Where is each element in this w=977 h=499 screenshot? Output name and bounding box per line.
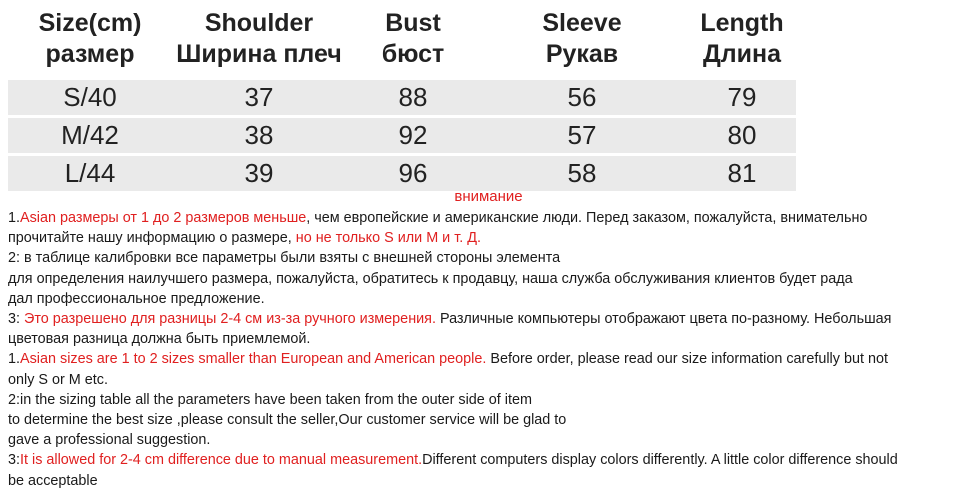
cell-bust: 88 [398,82,428,112]
cell-length: 81 [727,158,757,188]
cell-length: 80 [727,120,757,150]
header-size [8,8,172,70]
note-line [8,309,974,329]
cell-shoulder: 37 [244,82,274,112]
header-length [648,8,836,70]
note-line [8,450,974,470]
note-text: 2: в таблице калибровки все параметры были взяты с внешней стороны элемента [8,250,561,267]
cell-sleeve: 57 [567,120,597,150]
note-text: цветовая разница должна быть приемлемой. [8,331,311,348]
cell-size: L/44 [64,158,116,188]
note-line [8,329,974,349]
note-line [8,289,974,309]
note-line [8,471,974,491]
header-sleeve-ru: Рукав [545,40,619,68]
note-line [8,349,974,369]
note-text: Before order, please read our size information carefully but not [486,351,888,368]
cell-bust: 92 [398,120,428,150]
note-line [8,430,974,450]
size-chart-table [8,0,796,188]
note-line [8,228,974,248]
cell-size: M/42 [61,120,119,150]
header-size-en: Size(cm) [38,9,142,37]
note-text: be acceptable [8,472,98,489]
note-text: 1. [8,210,21,226]
note-text: to determine the best size ,please consult the seller,Our customer service will be glad to [8,412,567,429]
header-shoulder-en: Shoulder [204,9,314,37]
note-text: , чем европейские и американские люди. Перед заказом, пожалуйста, внимательно [306,210,868,226]
note-text: для определения наилучшего размера, пожалуйста, обратитесь к продавцу, наша служба обслуживания клиентов будет рада [8,270,853,287]
cell-bust: 96 [398,158,428,188]
header-bust-en: Bust [385,9,441,37]
note-text: Different computers display colors differently. A little color difference should [422,452,898,469]
cell-sleeve: 58 [567,158,597,188]
note-text: 3: [8,452,21,469]
attention-title: внимание [454,188,523,205]
table-row [8,118,796,153]
header-size-ru: размер [45,40,135,68]
note-highlight: Это разрешено для разницы 2-4 см из-за ручного измерения. [24,311,436,328]
table-header-row [8,0,796,78]
size-notes [8,208,974,491]
note-line [8,410,974,430]
cell-shoulder: 39 [244,158,274,188]
header-shoulder [172,8,346,70]
header-sleeve-en: Sleeve [542,9,622,37]
note-text: прочитайте нашу информацию о размере, [8,230,296,247]
note-line [8,208,974,228]
table-row [8,80,796,115]
note-text: gave a professional suggestion. [8,432,211,449]
note-line [8,370,974,390]
note-text: Различные компьютеры отображают цвета по-разному. Небольшая [435,311,892,328]
note-text: 3: [8,311,24,328]
header-bust [346,8,480,70]
note-line [8,390,974,410]
header-length-ru: Длина [702,40,782,68]
note-text: 1. [8,351,21,368]
note-highlight: Asian размеры от 1 до 2 размеров меньше [20,210,307,226]
header-shoulder-ru: Ширина плеч [176,40,342,68]
note-text: 2:in the sizing table all the parameters have been taken from the outer side of item [8,391,532,408]
note-text: дал профессиональное предложение. [8,290,265,307]
note-text: only S or M etc. [8,371,108,388]
note-highlight: It is allowed for 2-4 cm difference due to manual measurement. [20,452,423,469]
note-line [8,248,974,268]
note-highlight: но не только S или M и т. Д. [295,230,481,247]
note-highlight: Asian sizes are 1 to 2 sizes smaller than European and American people. [20,351,487,368]
header-length-en: Length [700,9,784,37]
cell-length: 79 [727,82,757,112]
note-line [8,269,974,289]
cell-sleeve: 56 [567,82,597,112]
table-row [8,156,796,191]
cell-size: S/40 [63,82,117,112]
table-body [8,80,796,194]
header-bust-ru: бюст [381,40,445,68]
cell-shoulder: 38 [244,120,274,150]
